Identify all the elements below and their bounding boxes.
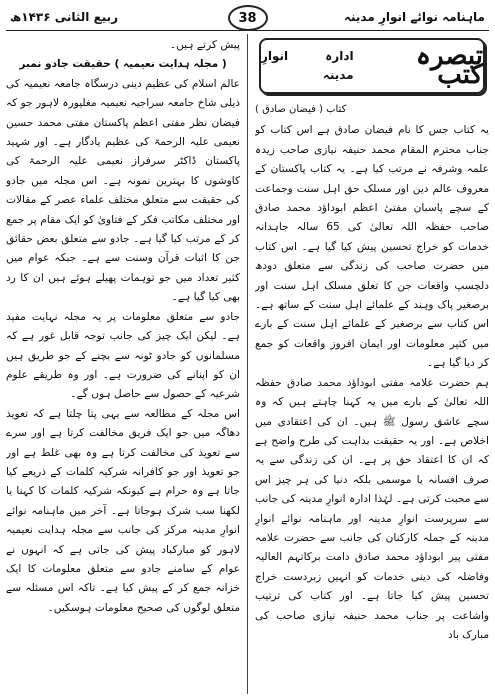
magazine-name: ماہنامہ نوائے انوارِ مدینہ bbox=[343, 10, 485, 24]
book-line-right: کتاب ( فیضان صادق ) bbox=[255, 104, 347, 115]
section-title: تبصرہ کتب bbox=[415, 40, 483, 90]
right-paragraph-2: ہم حضرت علامہ مفتی ابوداؤد محمد صادق حفظہ اللہ تعالیٰ کے بارے میں یہ کہنا چاہتے ہیں کہ وہ سچے عاشق رسول ﷺ ہیں۔ ان کی اعتقادی میں اخلاص ہے۔ اور یہ حقیقت بداہت کی طرح واضح ہے کہ ان کا اعتقاد حق پر ہے۔ ان کی زندگی سے یہ صرف افسانہ یا موسمی بلکہ دنیا کی ہر چیز اس سے محبت کرتی ہے۔ لہٰذا ادارہ انوارِ مدینہ کی جانب سے سرپرست انوارِ مدینہ اور ماہنامہ نوائے انوارِ مدینہ کے جملہ کارکنان کی جانب سے حضرت علامہ مفتی پیر ابوداؤد محمد صادق دامت برکاتہم العالیہ وفاضلہ کی دینی خدمات کو انہیں زبردست خراج تحسین پیش کیا جاتا ہے۔ اور کتاب کی ترتیب واشاعت پر جناب محمد حنیفہ نیازی صاحب کی مبارک باد bbox=[255, 376, 489, 641]
left-paragraph-2: جادو سے متعلق معلومات پر یہ مجلہ نہایت مفید ہے۔ لیکن ایک چیز کی جانب توجہ قابل غور ہے کہ مسلمانوں کو جادو ٹونہ سے بچنے کے جو طریق ہیں ان کو اپنانے کی ضرورت ہے۔ اور وہ طریقے علوم شرعیہ کے حصول سے حاصل ہوں گے۔ bbox=[6, 310, 240, 401]
page-header bbox=[6, 4, 489, 31]
issue-date: ربیع الثانی ۱۴۳۶ھ bbox=[10, 10, 119, 24]
column-divider bbox=[247, 34, 248, 694]
book-line-left: ( مجلہ ہدایت نعیمیہ ) حقیقت جادو نمبر bbox=[19, 58, 227, 71]
right-paragraph-1: یہ کتاب جس کا نام فیضان صادق ہے اس کتاب کو جناب محترم المقام محمد حنیفہ نیازی صاحب زیدہ علمہ وشرفہ نے مرتب کیا ہے۔ یہ کتاب پاکستان کے معروف عالم دین اور مسلک حق اہل سنت وجماعت کے سچے پاسبان مفتیٔ اعظم ابوداؤد محمد صادق صاحب حفظہ اللہ تعالیٰ کی 65 سالہ جاہدانہ خدمات کو خراج تحسین پیش کیا گیا ہے۔ اس کتاب میں حضرت صاحب کی زندگی سے متعلق دودھ دلچسپ واقعات جن کا تعلق مسلک اہل سنت اور برصغیر پاک وہند کے علمائے اہل سنت کے ساتھ ہے۔ اس کتاب سے برصغیر کے علمائے اہل سنت کے بارے میں کثیر معلومات اور ایمان افروز واقعات کو جمع کر دیا گیا ہے۔ bbox=[255, 124, 489, 370]
left-intro: پیش کرتے ہیں۔ bbox=[169, 39, 240, 51]
left-column bbox=[6, 36, 240, 694]
section-subtitle: ادارہ انوارِ مدینہ bbox=[261, 48, 354, 82]
right-column bbox=[255, 36, 489, 694]
page-number: 38 bbox=[228, 5, 268, 31]
left-paragraph-3: اس مجلہ کے مطالعہ سے یہی پتا چلتا ہے کہ تعویذ دھاگہ میں جو ایک فریق مخالفت کرتا ہے اور سرے سے تعویذ کی مخالفت کرتا ہے وہ بھی غلط ہے اور جو تعویذ اور جو کافرانہ شرکیہ کلمات کے ذریعے کیا جاتا ہے وہ حرام ہے کیونکہ شرکیہ کلمات کا کہنا یا لکھنا سب شرک ہوجاتا ہے۔ آخر میں ماہنامہ نوائے انوارِ مدینہ مرکز کی جانب سے مجلہ ہدایت نعیمیہ لاہور کو مبارکباد پیش کی جاتی ہے کہ انہوں نے عوام کے سامنے جادو سے متعلق معلومات کا ایک خزانہ جمع کر کے پیش کیا ہے۔ تاکہ اس مسئلہ سے متعلق لوگوں کی صحیح معلومات ہوسکیں۔ bbox=[6, 407, 240, 614]
section-title-box bbox=[259, 38, 485, 94]
left-paragraph-1: عالم اسلام کی عظیم دینی درسگاہ جامعہ نعیمیہ کی ذیلی شاخ جامعہ سراجیہ نعیمیہ مغلپورہ لاہور جو کہ فیضان نظر مفتی اعظم پاکستان مفتی محمد حسین نعیمی علیہ الرحمۃ کی عظیم یادگار ہے۔ اور شہید پاکستان ڈاکٹر سرفراز نعیمی علیہ الرحمۃ کی کاوشوں کا بہترین نمونہ ہے۔ اس مجلہ میں جادو کی حقیقت سے متعلق مختلف علماء عصر کے مقالات اور مختلف مکاتب فکر کے فتاویٰ کو ایک مقام پر جمع کر کے مرتب کیا گیا ہے۔ جادو سے متعلق بعض حقائق جن کا اثبات قرآن وسنت سے ہے۔ جبکہ عوام میں کثیر تعداد میں جو توہمات پھیلے ہوئے ہیں ان کا رد بھی کیا گیا ہے۔ bbox=[6, 77, 240, 304]
